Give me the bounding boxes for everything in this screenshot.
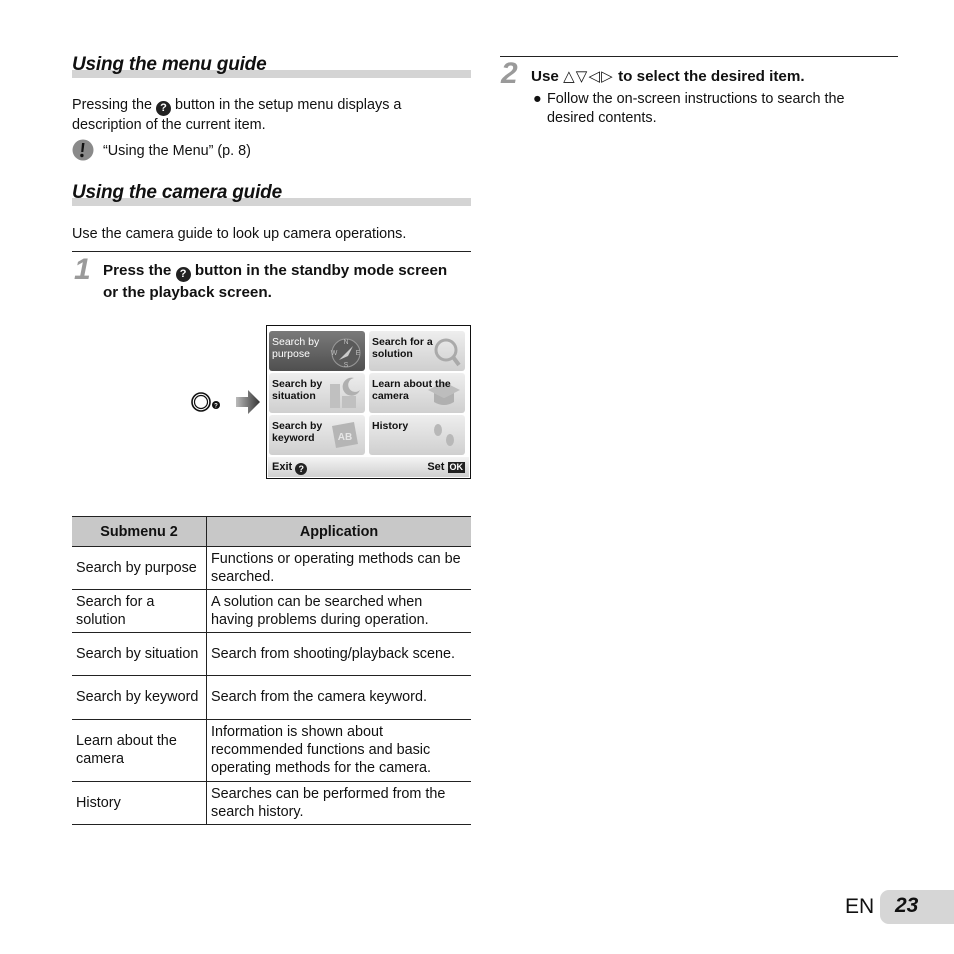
help-button-icon: ? (176, 267, 191, 282)
step1-instruction: Press the ? button in the standby mode screen or the playback screen. (103, 262, 448, 301)
svg-text:W: W (330, 350, 338, 357)
menu-guide-heading-block (72, 54, 471, 78)
help-dial-button-icon (190, 390, 222, 419)
table-cell: Search from shooting/playback scene. (207, 633, 472, 676)
table-row (72, 547, 471, 590)
table-header: Submenu 2 (72, 517, 207, 547)
submenu-table (72, 516, 471, 825)
table-cell: Search by purpose (72, 547, 207, 590)
step2-bullet: ● Follow the on-screen instructions to search the desired contents. (533, 91, 845, 126)
table-cell: Search by situation (72, 633, 207, 676)
page-number: 23 (895, 894, 919, 917)
svg-text:N: N (343, 339, 349, 346)
direction-arrows-icon: △▽◁▷ (563, 68, 614, 85)
table-cell: Searches can be performed from the search history. (207, 782, 472, 825)
tile-search-for-a-solution[interactable]: Search for a solution (369, 331, 465, 371)
step1-rule (72, 251, 471, 252)
screen-bottom-bar (268, 457, 469, 477)
svg-text:AB: AB (337, 432, 353, 443)
table-row (72, 676, 471, 720)
tile-search-by-situation[interactable]: Search by situation (269, 373, 365, 413)
camera-guide-heading-block (72, 182, 471, 206)
page-number-box (880, 890, 954, 924)
camera-guide-heading: Using the camera guide (72, 182, 282, 203)
menu-guide-paragraph: Pressing the ? button in the setup menu displays a description of the current item. (72, 97, 402, 133)
step2-instruction: Use △▽◁▷ to select the desired item. (531, 68, 805, 85)
table-cell: Search for a solution (72, 590, 207, 633)
caution-icon (72, 139, 94, 166)
svg-text:E: E (355, 350, 361, 357)
svg-text:S: S (343, 362, 349, 369)
help-button-icon: ? (156, 101, 171, 116)
camera-guide-screen (266, 325, 471, 479)
table-cell: History (72, 782, 207, 825)
tile-history[interactable]: History (369, 415, 465, 455)
help-button-icon: ? (295, 463, 307, 475)
table-cell: Information is shown about recommended functions and basic operating methods for the camera. (207, 720, 472, 782)
table-header-row (72, 517, 471, 547)
table-row (72, 720, 471, 782)
table-row (72, 782, 471, 825)
bullet-icon: ● (533, 91, 542, 107)
tile-learn-about-the-camera[interactable]: Learn about the camera (369, 373, 465, 413)
step2-number: 2 (501, 57, 518, 90)
set-control[interactable]: Set OK (427, 461, 463, 473)
camera-guide-paragraph: Use the camera guide to look up camera operations. (72, 226, 407, 242)
step2-rule (500, 56, 898, 57)
menu-reference-note: “Using the Menu” (p. 8) (103, 143, 251, 159)
table-cell: Functions or operating methods can be searched. (207, 547, 472, 590)
table-header: Application (207, 517, 472, 547)
menu-guide-heading: Using the menu guide (72, 54, 267, 75)
table-row (72, 590, 471, 633)
tile-search-by-keyword[interactable]: Search by keyword AB (269, 415, 365, 455)
table-cell: A solution can be searched when having problems during operation. (207, 590, 472, 633)
table-cell: Search from the camera keyword. (207, 676, 472, 720)
tile-search-by-purpose[interactable]: Search by purpose N W E S (269, 331, 365, 371)
step1-number: 1 (74, 253, 91, 286)
svg-text:?: ? (214, 403, 218, 410)
table-cell: Search by keyword (72, 676, 207, 720)
language-label: EN (845, 895, 875, 918)
table-cell: Learn about the camera (72, 720, 207, 782)
arrow-right-icon (236, 388, 260, 421)
exit-control[interactable]: Exit ? (272, 461, 307, 475)
table-row (72, 633, 471, 676)
ok-button-icon: OK (449, 462, 463, 472)
